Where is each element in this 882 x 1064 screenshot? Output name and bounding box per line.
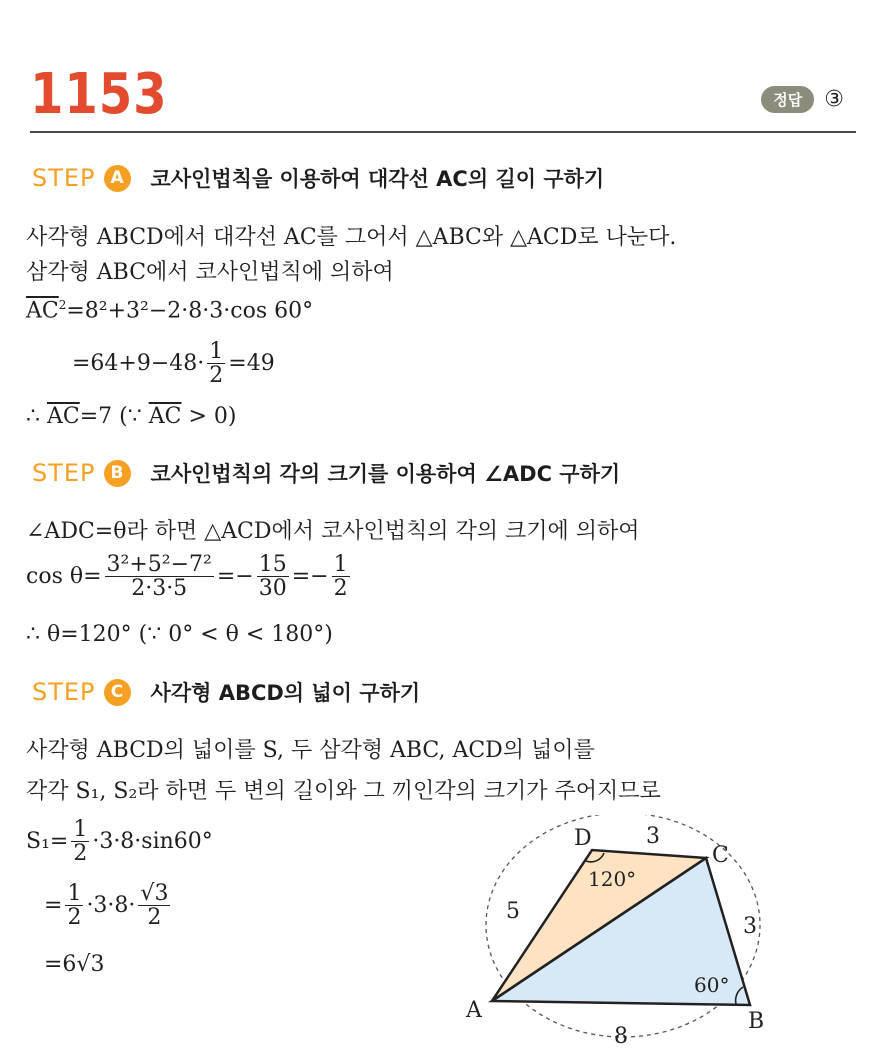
step-c-s3: =6√3: [44, 952, 105, 977]
s2-lhs: =: [44, 893, 63, 919]
s2-den2: 2: [147, 905, 162, 931]
vertex-c-label: C: [712, 843, 729, 868]
step-a-letter: A: [104, 165, 131, 192]
s1-rhs: ·3·8·sin60°: [92, 829, 213, 855]
conc-a: ∴: [26, 404, 47, 429]
s2-num: 1: [67, 881, 82, 906]
s2-den: 2: [67, 905, 82, 931]
step-c-line1: 사각형 ABCD의 넓이를 S, 두 삼각형 ABC, ACD의 넓이를: [26, 738, 595, 763]
conc-ac2: $\overline{AC}$: [148, 404, 182, 429]
cos-lhs: cos θ=: [26, 564, 102, 590]
cos-mid2: =−: [291, 564, 329, 590]
f2-num: 15: [258, 552, 287, 577]
step-c-heading: [32, 677, 420, 707]
eq1-rhs: =8²+3²−2·8·3·cos 60°: [66, 298, 314, 324]
cos-frac1: [105, 553, 214, 600]
problem-number: 1153: [30, 62, 168, 127]
answer-badge: 정답: [761, 86, 814, 113]
step-a-heading: [32, 163, 604, 193]
eq2-b: =49: [228, 351, 275, 377]
vertex-a-label: A: [466, 998, 482, 1023]
eq2-den: 2: [209, 363, 224, 389]
step-b-conclusion: ∴ θ=120° (∵ 0° < θ < 180°): [26, 622, 333, 647]
s2-mid: ·3·8·: [86, 893, 136, 919]
vertex-d-label: D: [574, 826, 592, 851]
step-a-line1: 사각형 ABCD에서 대각선 AC를 그어서 △ABC와 △ACD로 나눈다.: [26, 225, 677, 250]
f2-den: 30: [258, 576, 287, 602]
eq2-fraction: [207, 340, 225, 387]
cos-frac2: [257, 553, 289, 600]
side-bc-label: 3: [743, 914, 757, 939]
step-a-eq1: $\overline{AC}^2=8^2+3^2-2\cdot 8\cdot 3\cdot\cos$ 60°: [26, 298, 314, 324]
step-b-heading: [32, 458, 620, 488]
ac-overline: $\overline{AC}$: [26, 298, 59, 324]
vertex-b-label: B: [748, 1009, 765, 1034]
step-c-line2: 각각 S₁, S₂라 하면 두 변의 길이와 그 끼인각의 크기가 주어지므로: [26, 779, 661, 804]
step-c-s1-eq: [26, 818, 213, 865]
step-b-line1: ∠ADC=θ라 하면 △ACD에서 코사인법칙의 각의 크기에 의하여: [26, 519, 640, 544]
step-b-letter: B: [104, 460, 131, 487]
answer-area: [761, 86, 844, 113]
s2-num2: √3: [140, 881, 169, 906]
side-da-label: 5: [506, 899, 520, 924]
step-c-letter: C: [104, 679, 131, 706]
f1-num: 3²+5²−7²: [106, 552, 212, 577]
f3-den: 2: [333, 576, 348, 602]
angle-b-label: 60°: [694, 973, 730, 997]
step-c-title: 사각형 ABCD의 넓이 구하기: [150, 681, 421, 705]
quadrilateral-figure: [460, 815, 790, 1055]
eq2-num: 1: [209, 339, 224, 364]
step-b-title: 코사인법칙의 각의 크기를 이용하여 ∠ADC 구하기: [150, 462, 621, 486]
step-b-word: STEP: [32, 459, 96, 487]
f3-num: 1: [333, 552, 348, 577]
answer-value: ③: [824, 87, 844, 112]
s1-frac: [71, 818, 89, 865]
s1-den: 2: [73, 841, 88, 867]
step-a-eq2: [72, 340, 275, 387]
step-a-conclusion: [26, 404, 236, 429]
side-cd-label: 3: [646, 824, 660, 849]
s1-num: 1: [73, 817, 88, 842]
s2-frac: [65, 882, 83, 929]
eq2-a: =64+9−48·: [72, 351, 205, 377]
s2-frac2: [138, 882, 170, 929]
conc-b: =7 (∵: [79, 404, 149, 429]
f1-den: 2·3·5: [131, 576, 188, 602]
step-a-line2: 삼각형 ABC에서 코사인법칙에 의하여: [26, 260, 394, 285]
cos-mid: =−: [216, 564, 254, 590]
s1-lhs: S₁=: [26, 829, 69, 855]
side-ab-label: 8: [614, 1024, 628, 1049]
step-b-cos-eq: [26, 553, 353, 600]
conc-ac: $\overline{AC}$: [47, 404, 80, 429]
step-a-word: STEP: [32, 164, 96, 192]
cos-frac3: [332, 553, 350, 600]
angle-d-label: 120°: [588, 867, 637, 891]
step-a-title: 코사인법칙을 이용하여 대각선 AC의 길이 구하기: [150, 167, 605, 191]
conc-c: > 0): [181, 404, 237, 429]
step-c-s2-eq: [44, 882, 173, 929]
header-rule: [30, 131, 856, 133]
step-c-word: STEP: [32, 678, 96, 706]
